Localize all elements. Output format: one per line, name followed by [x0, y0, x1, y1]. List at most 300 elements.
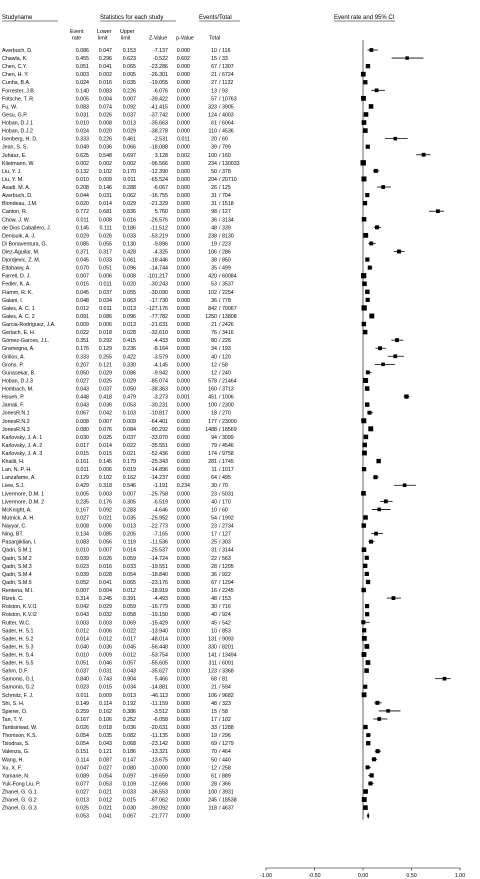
- event-rate-cell: 0.039: [75, 571, 89, 578]
- table-row: [2, 499, 231, 505]
- study-name-cell: Gunasekar, B.: [2, 370, 36, 377]
- table-row: [2, 749, 231, 755]
- events-cell: 50: [211, 757, 217, 764]
- total-cell: / 70067: [219, 305, 237, 312]
- table-row: [2, 669, 234, 675]
- total-cell: / 160: [219, 152, 231, 159]
- events-cell: 38: [211, 257, 217, 264]
- total-cell: / 9758: [219, 451, 234, 457]
- events-cell: 1250: [205, 313, 217, 320]
- lower-limit-cell: 0.027: [98, 765, 112, 772]
- total-cell: / 1992: [219, 515, 234, 522]
- p-value-cell: 0.000: [176, 547, 190, 554]
- table-row: [2, 258, 231, 264]
- study-marker: [381, 185, 385, 189]
- lower-limit-cell: 0.002: [98, 160, 112, 167]
- p-value-cell: 0.000: [176, 305, 190, 312]
- events-cell: 70: [211, 749, 217, 756]
- event-rate-cell: 0.051: [75, 660, 89, 667]
- z-value-cell: -14.724: [150, 555, 168, 562]
- p-value-cell: 0.002: [176, 152, 190, 159]
- events-cell: 27: [211, 80, 217, 87]
- lower-limit-cell: 0.012: [98, 797, 112, 804]
- study-name-cell: Hoban, D.J.3: [2, 378, 33, 385]
- p-value-cell: 0.000: [176, 539, 190, 546]
- p-value-cell: 0.000: [176, 733, 190, 740]
- z-value-cell: -2.531: [152, 136, 168, 143]
- table-row: [2, 620, 231, 626]
- events-cell: 40: [211, 612, 217, 619]
- study-name-cell: JonesR.N.2: [2, 418, 30, 425]
- study-marker: [368, 426, 373, 431]
- total-cell: / 2426: [219, 322, 234, 329]
- table-row: [2, 556, 231, 562]
- study-name-cell: Karlovsky, J. A. 2: [2, 442, 43, 449]
- total-cell: / 93: [219, 88, 228, 95]
- events-cell: 36: [211, 571, 217, 578]
- study-name-cell: Lan, N. P. H.: [2, 467, 32, 474]
- events-cell: 123: [208, 668, 217, 675]
- upper-limit-cell: 0.007: [122, 491, 136, 498]
- z-value-cell: -41.415: [150, 104, 168, 111]
- event-rate-cell: 0.052: [75, 579, 89, 586]
- event-rate-cell: 0.037: [75, 668, 89, 675]
- events-cell: 330: [208, 644, 217, 651]
- total-cell: / 799: [219, 144, 231, 151]
- table-row: [2, 266, 231, 272]
- event-rate-cell: 0.086: [75, 48, 89, 54]
- table-row: [2, 411, 231, 417]
- study-marker: [375, 225, 379, 229]
- table-row: [2, 395, 234, 401]
- table-row: [2, 790, 234, 796]
- study-marker: [363, 564, 367, 568]
- total-cell: / 1205: [219, 563, 234, 570]
- table-row: [2, 378, 237, 384]
- table-row: [2, 201, 234, 207]
- study-marker: [365, 290, 369, 294]
- p-value-cell: 0.000: [176, 378, 190, 385]
- table-row: [2, 515, 234, 521]
- p-value-cell: 0.000: [176, 386, 190, 393]
- events-cell: 98: [211, 209, 217, 216]
- table-row: [2, 524, 234, 530]
- events-cell: 64: [211, 475, 217, 482]
- events-cell: 234: [208, 160, 217, 167]
- event-rate-cell: 0.049: [75, 144, 89, 151]
- study-name-cell: Valenza, G.: [2, 749, 30, 756]
- study-marker: [362, 652, 367, 657]
- z-value-cell: -13.321: [150, 749, 168, 756]
- total-cell: / 153: [219, 596, 231, 603]
- lower-limit-cell: 0.007: [98, 547, 112, 554]
- table-row: [2, 580, 234, 586]
- z-value-cell: -1.191: [152, 483, 168, 490]
- table-row: [2, 370, 231, 376]
- table-row: [2, 161, 240, 167]
- total-cell: / 6724: [219, 72, 234, 79]
- z-value-cell: -8.164: [152, 346, 168, 353]
- lower-limit-cell: 0.012: [98, 636, 112, 643]
- study-marker: [374, 169, 378, 173]
- study-name-cell: Livermore, D.M. 2: [2, 499, 45, 506]
- study-marker: [361, 176, 366, 181]
- lower-limit-cell: 0.018: [98, 725, 112, 732]
- p-value-cell: 0.001: [176, 394, 190, 401]
- upper-limit-cell: 0.013: [122, 523, 136, 530]
- total-cell: / 464: [219, 749, 231, 756]
- study-name-cell: Flamm, R. K.: [2, 289, 33, 296]
- lower-limit-cell: 0.020: [98, 128, 112, 135]
- x-axis-tick-label: 0.50: [406, 873, 417, 879]
- lower-limit-cell: 0.053: [98, 781, 112, 788]
- z-value-cell: -19.055: [150, 80, 168, 87]
- lower-limit-cell: 0.009: [98, 692, 112, 699]
- lower-limit-cell: 0.026: [98, 112, 112, 119]
- table-row: [2, 314, 237, 320]
- table-row: [2, 241, 231, 247]
- total-cell: / 20710: [219, 176, 237, 183]
- event-rate-cell: 0.027: [75, 789, 89, 796]
- study-name-cell: Chen, H. Y.: [2, 72, 29, 79]
- z-value-cell: -7.165: [152, 531, 168, 538]
- table-row: [2, 209, 231, 215]
- p-value-cell: 0.000: [176, 523, 190, 530]
- event-rate-cell: 0.077: [75, 781, 89, 788]
- total-cell: / 120: [219, 354, 231, 361]
- study-name-cell: Averbuch, D.: [2, 48, 33, 54]
- z-value-cell: -18.446: [150, 257, 168, 264]
- z-value-cell: -9.942: [152, 370, 168, 377]
- x-axis-tick-label: -0.50: [308, 873, 321, 879]
- lower-limit-cell: 0.037: [98, 289, 112, 296]
- table-row: [2, 435, 234, 441]
- study-marker: [363, 685, 367, 689]
- total-cell: / 3537: [219, 281, 234, 288]
- lower-limit-cell: 0.006: [98, 523, 112, 530]
- table-row: [2, 362, 228, 368]
- table-row: [2, 604, 231, 610]
- event-rate-cell: 0.772: [75, 209, 89, 216]
- lower-limit-cell: 0.003: [98, 620, 112, 627]
- study-marker: [362, 797, 367, 802]
- study-name-cell: Hoban, D.J.2: [2, 128, 33, 135]
- event-rate-cell: 0.003: [75, 72, 89, 79]
- event-rate-cell: 0.054: [75, 741, 89, 748]
- upper-limit-cell: 0.002: [122, 160, 136, 167]
- header-study-name: Studyname: [2, 15, 33, 21]
- events-cell: 30: [211, 483, 217, 490]
- study-name-cell: JonesR.N.1: [2, 410, 30, 417]
- study-marker: [370, 773, 374, 777]
- z-value-cell: -6.058: [152, 716, 168, 723]
- total-cell: / 716: [219, 604, 231, 611]
- events-cell: 39: [211, 144, 217, 151]
- lower-limit-cell: 0.255: [98, 354, 112, 361]
- event-rate-cell: 0.455: [75, 56, 89, 63]
- p-value-cell: 0.000: [176, 297, 190, 304]
- total-cell: / 1294: [219, 579, 234, 586]
- z-value-cell: -55.605: [150, 660, 168, 667]
- table-row: [2, 677, 228, 683]
- total-cell: / 223: [219, 241, 231, 248]
- study-marker: [361, 418, 366, 423]
- study-marker: [365, 257, 369, 261]
- z-value-cell: -14.237: [150, 475, 168, 482]
- upper-limit-cell: 0.226: [122, 88, 136, 95]
- study-name-cell: Yamane, N.: [2, 773, 30, 780]
- p-value-cell: 0.000: [176, 531, 190, 538]
- events-cell: 323: [208, 104, 217, 111]
- total-cell: / 850: [219, 257, 231, 264]
- events-cell: 25: [211, 539, 217, 546]
- event-rate-cell: 0.625: [75, 152, 89, 159]
- upper-limit-cell: 0.386: [122, 708, 136, 715]
- z-value-cell: -19.150: [150, 612, 168, 619]
- study-name-cell: Sader, H. S.3: [2, 644, 34, 651]
- study-marker: [362, 547, 367, 552]
- p-value-cell: 0.000: [176, 168, 190, 175]
- events-cell: 19: [211, 241, 217, 248]
- events-cell: 48: [211, 596, 217, 603]
- study-marker: [362, 322, 366, 326]
- lower-limit-cell: 0.007: [98, 418, 112, 425]
- lower-limit-cell: 0.102: [98, 475, 112, 482]
- events-cell: 50: [211, 168, 217, 175]
- study-marker: [368, 781, 372, 785]
- upper-limit-cell: 0.065: [122, 579, 136, 586]
- events-cell: 33: [211, 725, 217, 732]
- total-cell: / 9093: [219, 636, 234, 643]
- z-value-cell: -90.292: [150, 426, 168, 433]
- pooled-upper-cell: 0.067: [122, 813, 136, 820]
- lower-limit-cell: 0.031: [98, 668, 112, 675]
- total-cell: / 60: [219, 507, 228, 514]
- table-row: [2, 548, 234, 554]
- lower-limit-cell: 0.031: [98, 193, 112, 200]
- lower-limit-cell: 0.111: [99, 225, 112, 232]
- p-value-cell: 0.000: [176, 579, 190, 586]
- lower-limit-cell: 0.074: [98, 104, 112, 111]
- upper-limit-cell: 0.013: [122, 305, 136, 312]
- study-name-cell: Djordjevic, Z. M.: [2, 257, 41, 264]
- upper-limit-cell: 0.162: [122, 475, 136, 482]
- study-name-cell: Fedler, K. A.: [2, 281, 31, 288]
- z-value-cell: -12.666: [150, 781, 168, 788]
- events-cell: 31: [211, 547, 217, 554]
- total-cell: / 1288: [219, 725, 234, 732]
- total-cell: / 3368: [219, 668, 234, 675]
- table-row: [2, 507, 228, 513]
- p-value-cell: 0.000: [176, 201, 190, 208]
- total-cell: / 922: [219, 571, 231, 578]
- lower-limit-cell: 0.008: [98, 120, 112, 127]
- table-row: [2, 532, 231, 538]
- z-value-cell: -16.755: [150, 193, 168, 200]
- lower-limit-cell: 0.317: [98, 249, 112, 256]
- total-cell: / 3713: [219, 386, 234, 393]
- p-value-cell: 0.000: [176, 660, 190, 667]
- p-value-cell: 0.000: [176, 612, 190, 619]
- upper-limit-cell: 0.097: [122, 773, 136, 780]
- z-value-cell: -4.145: [152, 362, 168, 369]
- study-name-cell: de Dios Caballero, J.: [2, 225, 52, 232]
- event-rate-cell: 0.017: [75, 442, 89, 449]
- pooled-lower-cell: 0.041: [98, 813, 112, 820]
- total-cell: / 3931: [219, 789, 234, 796]
- lower-limit-cell: 0.004: [98, 588, 112, 595]
- p-value-cell: 0.000: [176, 773, 190, 780]
- study-marker: [369, 48, 373, 52]
- lower-limit-cell: 0.418: [98, 394, 112, 401]
- events-cell: 12: [211, 765, 217, 772]
- total-cell: / 9682: [219, 692, 234, 699]
- events-cell: 94: [211, 434, 217, 441]
- events-cell: 45: [211, 620, 217, 627]
- event-rate-cell: 0.048: [75, 297, 89, 304]
- study-name-cell: Gramegna, A.: [2, 346, 35, 353]
- events-cell: 54: [211, 515, 217, 522]
- lower-limit-cell: 0.083: [98, 88, 112, 95]
- total-cell: / 1006: [219, 394, 234, 401]
- upper-limit-cell: 0.015: [122, 797, 136, 804]
- table-row: [2, 717, 231, 723]
- pooled-row: [76, 814, 190, 820]
- upper-limit-cell: 0.084: [122, 426, 136, 433]
- study-marker: [375, 88, 379, 92]
- z-value-cell: -20.631: [150, 725, 168, 732]
- p-value-cell: 0.000: [176, 104, 190, 111]
- event-rate-cell: 0.010: [75, 120, 89, 127]
- upper-limit-cell: 0.019: [122, 467, 136, 474]
- total-cell: / 6091: [219, 660, 234, 667]
- events-cell: 100: [208, 789, 217, 796]
- study-name-cell: Pasargiklian, I.: [2, 539, 37, 546]
- z-value-cell: -30.231: [150, 402, 168, 409]
- upper-limit-cell: 0.062: [122, 193, 136, 200]
- z-value-cell: -39.422: [150, 96, 168, 103]
- event-rate-cell: 0.043: [75, 612, 89, 619]
- total-cell: / 58: [219, 708, 228, 715]
- study-name-cell: Fu, W.: [2, 104, 18, 111]
- p-value-cell: 0.000: [176, 225, 190, 232]
- event-rate-cell: 0.040: [75, 644, 89, 651]
- study-name-cell: Samonis, G.1: [2, 676, 35, 683]
- upper-limit-cell: 0.028: [122, 330, 136, 337]
- p-value-cell: 0.000: [176, 555, 190, 562]
- table-row: [2, 298, 231, 304]
- lower-limit-cell: 0.006: [98, 467, 112, 474]
- study-marker: [362, 628, 366, 632]
- lower-limit-cell: 0.009: [98, 176, 112, 183]
- p-value-cell: 0.000: [176, 418, 190, 425]
- lower-limit-cell: 0.036: [98, 144, 112, 151]
- study-name-cell: Sader, H. S.4: [2, 652, 34, 659]
- event-rate-cell: 0.045: [75, 289, 89, 296]
- p-value-cell: 0.000: [176, 338, 190, 345]
- events-cell: 15: [211, 708, 217, 715]
- table-row: [2, 354, 231, 360]
- lower-limit-cell: 0.011: [99, 305, 112, 312]
- upper-limit-cell: 0.029: [122, 128, 136, 135]
- table-row: [2, 64, 234, 70]
- event-rate-cell: 0.002: [75, 160, 89, 167]
- z-value-cell: -32.610: [150, 330, 168, 337]
- study-name-cell: Rolston, K.V.I2: [2, 612, 37, 619]
- upper-limit-cell: 0.005: [122, 72, 136, 79]
- header-upper-limit-1: Upper: [120, 29, 135, 35]
- table-row: [2, 443, 234, 449]
- study-name-cell: Galani, I.: [2, 297, 24, 304]
- events-cell: 118: [208, 805, 217, 812]
- table-row: [2, 48, 230, 54]
- lower-limit-cell: 0.011: [99, 281, 112, 288]
- study-name-cell: Sader, H. S.2: [2, 636, 34, 643]
- total-cell: / 8130: [219, 233, 234, 240]
- lower-limit-cell: 0.021: [98, 805, 112, 812]
- upper-limit-cell: 0.186: [122, 749, 136, 756]
- upper-limit-cell: 0.022: [122, 628, 136, 635]
- study-marker: [362, 305, 367, 310]
- table-row: [2, 129, 234, 135]
- upper-limit-cell: 0.033: [122, 789, 136, 796]
- plot-area: [260, 40, 465, 879]
- lower-limit-cell: 0.004: [98, 96, 112, 103]
- table-row: [2, 185, 231, 191]
- upper-limit-cell: 0.697: [122, 152, 136, 159]
- p-value-cell: 0.000: [176, 176, 190, 183]
- events-cell: 31: [211, 193, 217, 200]
- lower-limit-cell: 0.028: [98, 571, 112, 578]
- table-row: [2, 427, 237, 433]
- lower-limit-cell: 0.043: [98, 741, 112, 748]
- study-marker: [376, 459, 380, 463]
- p-value-cell: 0.000: [176, 64, 190, 71]
- upper-limit-cell: 0.061: [122, 257, 136, 264]
- table-row: [2, 322, 234, 328]
- upper-limit-cell: 0.428: [122, 249, 136, 256]
- event-rate-cell: 0.043: [75, 386, 89, 393]
- events-cell: 21: [211, 684, 217, 691]
- total-cell: / 563: [219, 555, 231, 562]
- upper-limit-cell: 0.065: [122, 64, 136, 71]
- events-cell: 22: [211, 555, 217, 562]
- lower-limit-cell: 0.047: [98, 48, 112, 54]
- events-cell: 31: [211, 201, 217, 208]
- p-value-cell: 0.000: [176, 741, 190, 748]
- z-value-cell: -10.817: [150, 410, 168, 417]
- total-cell: / 33: [219, 56, 228, 63]
- events-cell: 48: [211, 700, 217, 707]
- study-marker: [363, 515, 367, 519]
- upper-limit-cell: 0.391: [122, 596, 136, 603]
- table-row: [2, 56, 228, 62]
- table-row: [2, 781, 231, 787]
- upper-limit-cell: 0.086: [122, 370, 136, 377]
- events-cell: 28: [211, 781, 217, 788]
- lower-limit-cell: 0.034: [98, 297, 112, 304]
- study-name-cell: Rutter, W.C.: [2, 620, 31, 627]
- upper-limit-cell: 0.103: [122, 410, 136, 417]
- z-value-cell: -17.730: [150, 297, 168, 304]
- study-name-cell: Grohs, P.: [2, 362, 24, 369]
- z-value-cell: -23.142: [150, 741, 168, 748]
- z-value-cell: -13.940: [150, 628, 168, 635]
- total-cell: / 1132: [219, 80, 234, 87]
- study-marker: [365, 612, 369, 616]
- z-value-cell: -11.135: [150, 733, 168, 740]
- z-value-cell: -19.551: [150, 563, 168, 570]
